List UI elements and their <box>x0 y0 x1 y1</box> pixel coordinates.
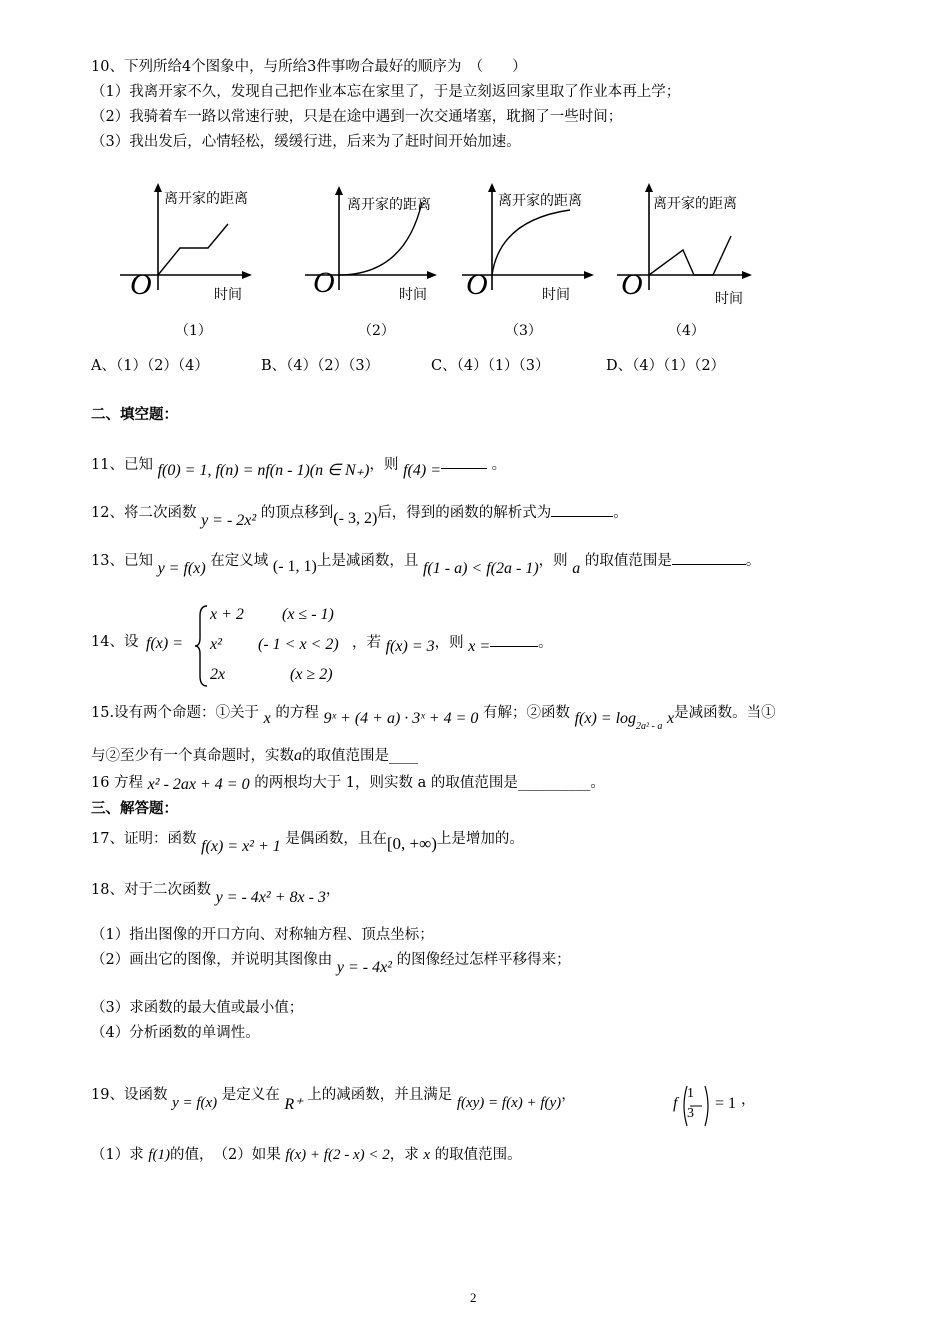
q15-arg: x <box>666 710 675 727</box>
q11 <box>91 454 507 479</box>
q14-ask: x = <box>468 638 491 655</box>
q13-end: 。 <box>745 553 761 569</box>
page-number: 2 <box>470 1290 477 1305</box>
q15-prefix: 15.设有两个命题：①关于 <box>91 705 260 721</box>
q10-stem: 10、下列所给4个图象中，与所给3件事吻合最好的顺序为 （ ） <box>91 59 527 75</box>
q18-item-2-fn: y = - 4x² <box>336 959 392 976</box>
q14-case-3-expr: 2x <box>210 666 226 683</box>
q18-item-3: （3）求函数的最大值或最小值； <box>91 1000 304 1016</box>
q19-fn: y = f(x) <box>172 1095 218 1111</box>
q14-prefix: 14、设 <box>91 634 139 650</box>
q19-prefix: 19、设函数 <box>91 1087 168 1103</box>
option-d: D、（4）（1）（2） <box>606 358 726 374</box>
option-c: C、（4）（1）（3） <box>431 358 550 374</box>
q19-t1: 是定义在 <box>221 1087 280 1103</box>
q10-item-1: （1）我离开家不久，发现自己把作业本忘在家里了，于是立刻返回家里取了作业本再上学； <box>91 84 681 100</box>
q15-line-1 <box>91 703 776 732</box>
q13-t4: 的取值范围是 <box>584 553 672 569</box>
q18-item-4: （4）分析函数的单调性。 <box>91 1025 260 1041</box>
q19-t4: ， <box>741 1092 756 1108</box>
q11-blank <box>441 454 487 469</box>
q19-set: R⁺ <box>284 1096 303 1113</box>
q13 <box>91 550 761 577</box>
q14-cond: f(x) = 3 <box>385 638 435 655</box>
q15-base: 2a² - a <box>636 720 663 732</box>
q14-blank <box>490 632 538 647</box>
q19-sub1-post: 的值， （2）如果 <box>170 1147 281 1163</box>
section-3-heading: 三、解答题： <box>91 800 178 817</box>
option-a: A、（1）（2）（4） <box>91 358 209 374</box>
q14-case-2-expr: x² <box>210 636 222 653</box>
q18-item-2-text: （2）画出它的图像，并说明其图像由 <box>91 952 333 968</box>
q14-case-1-cond: (x ≤ - 1) <box>282 606 334 623</box>
q17-fn: f(x) = x² + 1 <box>201 838 281 855</box>
q16-prefix: 16 方程 <box>91 775 144 791</box>
q19-eq2-right: = 1 <box>715 1095 737 1112</box>
q15-var: x <box>263 710 271 727</box>
q18-item-2-post: 的图像经过怎样平移得来； <box>396 952 571 968</box>
q18 <box>91 880 341 906</box>
q10-item-3: （3）我出发后，心情轻松，缓缓行进，后来为了赶时间开始加速。 <box>91 134 521 150</box>
q12-mid: 的顶点移到 <box>260 505 334 521</box>
graph-3-xlabel: 时间 <box>542 287 570 303</box>
q19-eq2-num: 1 <box>687 1086 694 1101</box>
q11-formula: f(0) = 1, f(n) = nf(n - 1)(n ∈ N₊) <box>157 462 370 479</box>
q11-mid: ，则 <box>369 457 399 473</box>
q14-end: 。 <box>538 635 553 651</box>
q13-t2: 上是减函数，且 <box>316 553 419 569</box>
q13-prefix: 13、已知 <box>91 553 153 569</box>
q16-eq: x² - 2ax + 4 = 0 <box>147 776 250 793</box>
q19-eq2 <box>673 1084 756 1128</box>
graph-1-label: （1） <box>175 323 212 339</box>
q14-case-3-cond: (x ≥ 2) <box>290 666 333 683</box>
graph-2-origin: O <box>313 266 335 299</box>
q19-t2: 上的减函数，并且满足 <box>307 1087 453 1103</box>
q16 <box>91 773 605 793</box>
q18-item-1: （1）指出图像的开口方向、对称轴方程、顶点坐标； <box>91 927 434 943</box>
graph-3 <box>450 180 600 310</box>
graph-3-ylabel: 离开家的距离 <box>498 193 582 209</box>
q12-post: 后，得到的函数的解析式为 <box>377 505 552 521</box>
q14-brace <box>195 604 209 688</box>
q15-fn: f(x) = log <box>574 710 637 727</box>
q19-sub1: （1）求 <box>91 1147 144 1163</box>
q14-t2: ，则 <box>434 635 464 651</box>
q13-t1: 在定义域 <box>210 553 269 569</box>
graph-1-ylabel: 离开家的距离 <box>164 191 248 207</box>
q15-t3: 是减函数。当① <box>674 705 776 721</box>
q18-prefix: 18、对于二次函数 <box>91 882 211 898</box>
q13-ineq: f(1 - a) < f(2a - 1) <box>422 560 539 577</box>
q13-domain: (- 1, 1) <box>272 558 317 575</box>
q11-ask: f(4) = <box>403 462 442 479</box>
q15-t1: 的方程 <box>275 705 319 721</box>
q19-t3: ， <box>561 1087 576 1103</box>
section-2-heading: 二、填空题： <box>91 406 178 423</box>
graph-1-xlabel: 时间 <box>214 287 242 303</box>
q17-prefix: 17、证明：函数 <box>91 831 197 847</box>
q19-sub2-mid: ，求 <box>389 1147 419 1163</box>
graph-2-ylabel: 离开家的距离 <box>347 197 431 213</box>
graph-4-xlabel: 时间 <box>715 291 743 307</box>
q15-line-2b: 的取值范围是____ <box>302 748 418 764</box>
q10-item-2: （2）我骑着车一路以常速行驶，只是在途中遇到一次交通堵塞，耽搁了一些时间； <box>91 109 623 125</box>
q15-eq: 9ˣ + (4 + a) · 3ˣ + 4 = 0 <box>323 710 479 727</box>
q16-post: 的两根均大于 1，则实数 a 的取值范围是__________。 <box>254 775 605 791</box>
q17-post: 上是增加的。 <box>436 831 524 847</box>
q14-fx: f(x) = <box>146 635 183 652</box>
q19-subs <box>91 1145 522 1165</box>
q18-item-2 <box>91 950 571 976</box>
graph-2 <box>295 180 455 310</box>
q17-interval: [0, +∞) <box>386 834 437 853</box>
q19-sub2-var: x <box>423 1147 431 1163</box>
q13-func: y = f(x) <box>157 560 206 577</box>
graph-1-origin: O <box>130 268 152 301</box>
q19-eq2-f: f <box>673 1095 678 1112</box>
graph-1 <box>110 180 260 310</box>
q17 <box>91 828 524 855</box>
q14-t1: ，若 <box>352 635 381 651</box>
q19-sub2-post: 的取值范围。 <box>434 1147 522 1163</box>
graph-4 <box>605 180 765 315</box>
q12-blank <box>551 502 613 517</box>
q15-line-2 <box>91 746 418 766</box>
q12-end: 。 <box>613 505 628 521</box>
graph-4-label: （4） <box>668 323 705 339</box>
graph-2-xlabel: 时间 <box>399 287 427 303</box>
graph-3-label: （3） <box>505 323 542 339</box>
q19-sub2-ineq: f(x) + f(2 - x) < 2 <box>285 1147 390 1163</box>
q12-prefix: 12、将二次函数 <box>91 505 197 521</box>
q14-case-2-cond: (- 1 < x < 2) <box>258 636 339 653</box>
q15-line-2a: 与②至少有一个真命题时，实数 <box>91 748 294 764</box>
graph-2-label: （2） <box>358 323 395 339</box>
q12 <box>91 502 628 529</box>
q19-sub1-fn: f(1) <box>148 1147 171 1163</box>
q11-prefix: 11、已知 <box>91 457 153 473</box>
q19-eq2-den: 3 <box>687 1106 694 1121</box>
q12-formula: y = - 2x² <box>201 512 257 529</box>
graph-4-origin: O <box>621 268 643 301</box>
option-b: B、（4）（2）（3） <box>261 358 380 374</box>
q11-end: 。 <box>491 457 507 473</box>
q15-t2: 有解；②函数 <box>482 705 570 721</box>
q14-case-1-expr: x + 2 <box>210 606 244 623</box>
graph-3-origin: O <box>466 268 488 301</box>
q18-end: ， <box>325 882 341 898</box>
q15-avar: a <box>294 747 302 764</box>
q19 <box>91 1085 576 1113</box>
q19-eq: f(xy) = f(x) + f(y) <box>456 1095 562 1111</box>
q13-var: a <box>572 560 581 577</box>
q18-fn: y = - 4x² + 8x - 3 <box>215 889 326 906</box>
q12-point: (- 3, 2) <box>333 510 378 527</box>
q17-mid: 是偶函数，且在 <box>285 831 387 847</box>
graph-4-ylabel: 离开家的距离 <box>653 196 737 212</box>
q14-tail <box>352 632 553 653</box>
q13-t3: ，则 <box>538 553 568 569</box>
q13-blank <box>672 550 746 565</box>
